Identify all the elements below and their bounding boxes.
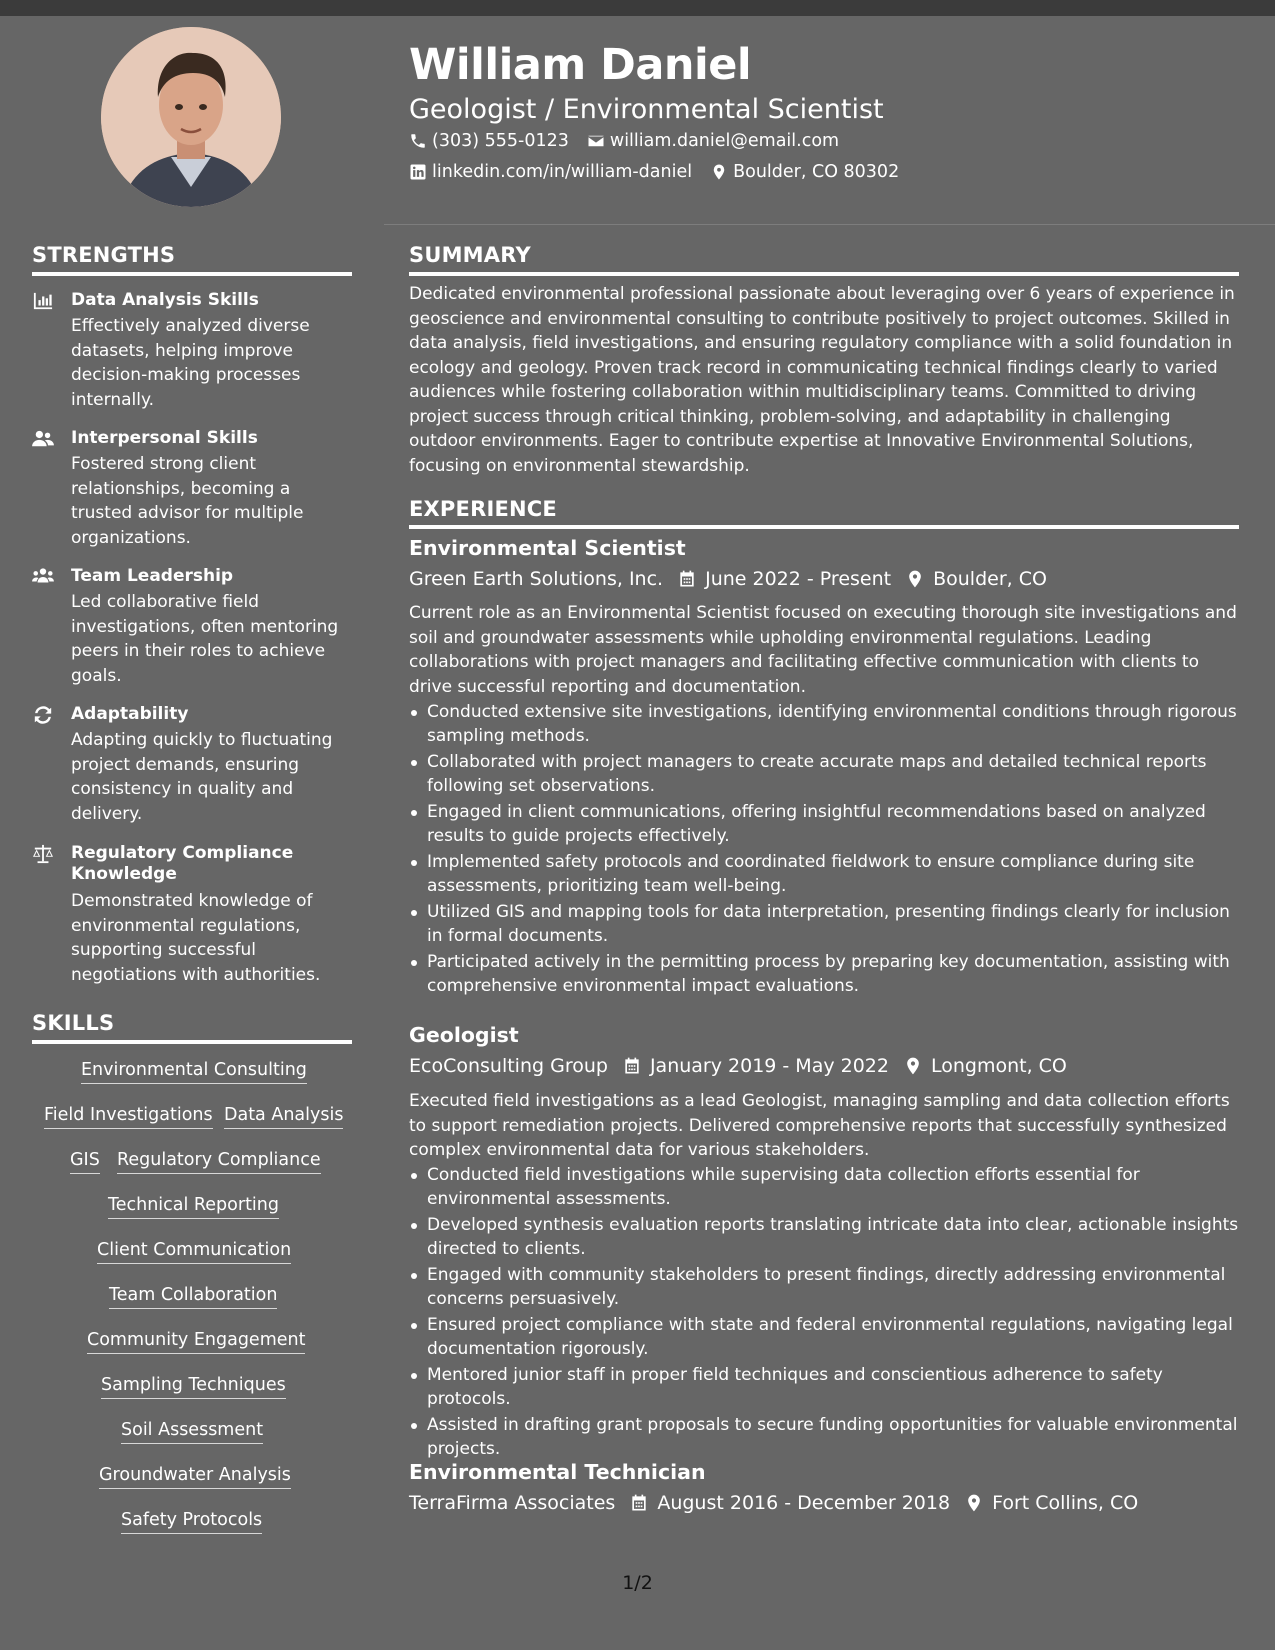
job-description: Current role as an Environmental Scientist focused on executing thorough site investigations and soil and groundwater assessments while upholding environmental regulations. Leading collaborations with project managers and facilitating effective communication with clients to drive successful reporting and documentation. [409, 603, 1237, 697]
location-text: Fort Collins, CO [992, 1492, 1139, 1514]
job-location [905, 568, 1047, 590]
company-text: TerraFirma Associates [409, 1492, 616, 1514]
team-icon [32, 567, 54, 587]
strength-title: Interpersonal Skills [71, 428, 258, 448]
skill-tag: Client Communication [97, 1240, 291, 1264]
bullet-item: Implemented safety protocols and coordinated fieldwork to ensure compliance during site assessments, prioritizing team well-being. [409, 850, 1239, 898]
bullet-item: Ensured project compliance with state and federal environmental regulations, navigating legal documentation rigorously. [409, 1313, 1239, 1361]
bullet-item: Mentored junior staff in proper field techniques and conscientious adherence to safety protocols. [409, 1363, 1239, 1411]
location-contact [710, 162, 899, 182]
job-company [409, 1492, 615, 1514]
job-title: Environmental Scientist [409, 536, 686, 560]
skill-tag: Regulatory Compliance [117, 1150, 321, 1174]
bullet-item: Assisted in drafting grant proposals to secure funding opportunities for valuable environmental projects. [409, 1413, 1239, 1461]
bullet-item: Utilized GIS and mapping tools for data interpretation, presenting findings clearly for inclusion in formal documents. [409, 900, 1239, 948]
calendar-icon [677, 569, 697, 589]
skills-rule [32, 1040, 352, 1044]
bullet-item: Collaborated with project managers to create accurate maps and detailed technical reports following set observations. [409, 750, 1239, 798]
skills-heading: SKILLS [32, 1011, 115, 1035]
phone-text: (303) 555-0123 [432, 131, 569, 151]
skill-tag: Environmental Consulting [81, 1060, 307, 1084]
skill-tag: Data Analysis [224, 1105, 343, 1129]
bullet-item: Developed synthesis evaluation reports translating intricate data into clear, actionable insights directed to clients. [409, 1213, 1239, 1261]
strengths-heading: STRENGTHS [32, 243, 176, 267]
job-bullets [409, 1163, 1239, 1463]
skill-tag: Soil Assessment [121, 1420, 263, 1444]
skill-tag: Team Collaboration [109, 1285, 277, 1309]
job-company [409, 568, 663, 590]
job-company [409, 1055, 608, 1077]
job-dates [629, 1492, 950, 1514]
top-bar [0, 0, 1275, 16]
header-divider [384, 224, 1275, 225]
summary-rule [409, 272, 1239, 276]
map-pin-icon [964, 1493, 984, 1513]
skill-tag: Sampling Techniques [101, 1375, 286, 1399]
dates-text: June 2022 - Present [705, 568, 892, 590]
job-location [903, 1055, 1067, 1077]
strength-desc: Led collaborative field investigations, often mentoring peers in their roles to achieve goals. [71, 592, 339, 686]
map-pin-icon [905, 569, 925, 589]
contact-row-2 [409, 162, 917, 182]
candidate-name: William Daniel [409, 40, 752, 90]
calendar-icon [629, 1493, 649, 1513]
dates-text: August 2016 - December 2018 [657, 1492, 951, 1514]
company-text: EcoConsulting Group [409, 1055, 608, 1077]
location-text: Boulder, CO 80302 [733, 162, 900, 182]
skill-tag: Field Investigations [44, 1105, 213, 1129]
job-title: Environmental Technician [409, 1460, 706, 1484]
job-dates [622, 1055, 889, 1077]
map-pin-icon [903, 1056, 923, 1076]
email-text: william.daniel@email.com [609, 131, 840, 151]
sync-icon [32, 705, 54, 725]
strength-desc: Demonstrated knowledge of environmental regulations, supporting successful negotiations with authorities. [71, 891, 321, 985]
skill-tag: Safety Protocols [121, 1510, 262, 1534]
strength-desc: Fostered strong client relationships, becoming a trusted advisor for multiple organizations. [71, 454, 304, 548]
linkedin-icon [409, 163, 427, 181]
profile-photo [101, 27, 281, 207]
email-contact[interactable] [587, 131, 839, 151]
job-description: Executed field investigations as a lead Geologist, managing sampling and data collection efforts to support remediation projects. Delivered comprehensive reports that successfully synthesized complex environmental data for various stakeholders. [409, 1091, 1230, 1160]
phone-icon [409, 132, 427, 150]
summary-text: Dedicated environmental professional passionate about leveraging over 6 years of experience in geoscience and environmental consulting to contribute positively to project outcomes. Skilled in data analysis, field investigations, and ensuring regulatory compliance with a solid foundation in ecology and geology. Proven track record in communicating technical findings clearly to varied audiences while fostering collaboration within multidisciplinary teams. Committed to driving project success through critical thinking, problem-solving, and adaptability in challenging outdoor environments. Eager to contribute expertise at Innovative Environmental Solutions, focusing on environmental stewardship. [409, 284, 1235, 476]
job-dates [677, 568, 891, 590]
skill-tag: Community Engagement [87, 1330, 305, 1354]
envelope-icon [587, 132, 605, 150]
skill-tag: GIS [70, 1150, 100, 1174]
experience-heading: EXPERIENCE [409, 497, 557, 521]
experience-rule [409, 525, 1239, 529]
linkedin-contact[interactable] [409, 162, 692, 182]
scale-icon [32, 844, 54, 864]
bullet-item: Conducted field investigations while supervising data collection efforts essential for environmental assessments. [409, 1163, 1239, 1211]
job-title: Geologist [409, 1023, 519, 1047]
job-bullets [409, 700, 1239, 1000]
skill-tag: Groundwater Analysis [99, 1465, 291, 1489]
users-icon [32, 429, 54, 449]
location-text: Longmont, CO [930, 1055, 1067, 1077]
job-meta [409, 568, 1061, 590]
page-number: 1/2 [622, 1572, 653, 1594]
bullet-item: Conducted extensive site investigations, identifying environmental conditions through rigorous sampling methods. [409, 700, 1239, 748]
linkedin-text: linkedin.com/in/william-daniel [432, 162, 693, 182]
strength-desc: Effectively analyzed diverse datasets, helping improve decision-making processes internally. [71, 316, 310, 410]
bullet-item: Engaged with community stakeholders to present findings, directly addressing environmental concerns persuasively. [409, 1263, 1239, 1311]
candidate-title: Geologist / Environmental Scientist [409, 94, 884, 125]
contact-row-1 [409, 131, 857, 151]
summary-heading: SUMMARY [409, 243, 531, 267]
chart-icon [32, 291, 54, 311]
strength-title: Adaptability [71, 704, 189, 724]
job-meta [409, 1055, 1081, 1077]
portrait-image [101, 27, 281, 207]
dates-text: January 2019 - May 2022 [649, 1055, 889, 1077]
job-location [964, 1492, 1138, 1514]
strength-desc: Adapting quickly to fluctuating project demands, ensuring consistency in quality and delivery. [71, 730, 333, 824]
strength-title: Data Analysis Skills [71, 290, 259, 310]
bullet-item: Participated actively in the permitting process by preparing key documentation, assisting with comprehensive environmental impact evaluations. [409, 950, 1239, 998]
skill-tag: Technical Reporting [108, 1195, 279, 1219]
map-pin-icon [710, 163, 728, 181]
strength-title: Regulatory Compliance Knowledge [71, 843, 294, 884]
calendar-icon [622, 1056, 642, 1076]
strengths-rule [32, 272, 352, 276]
location-text: Boulder, CO [933, 568, 1047, 590]
strength-title: Team Leadership [71, 566, 234, 586]
phone-contact[interactable] [409, 131, 569, 151]
job-meta [409, 1492, 1152, 1514]
bullet-item: Engaged in client communications, offering insightful recommendations based on analyzed results to guide projects effectively. [409, 800, 1239, 848]
company-text: Green Earth Solutions, Inc. [409, 568, 664, 590]
